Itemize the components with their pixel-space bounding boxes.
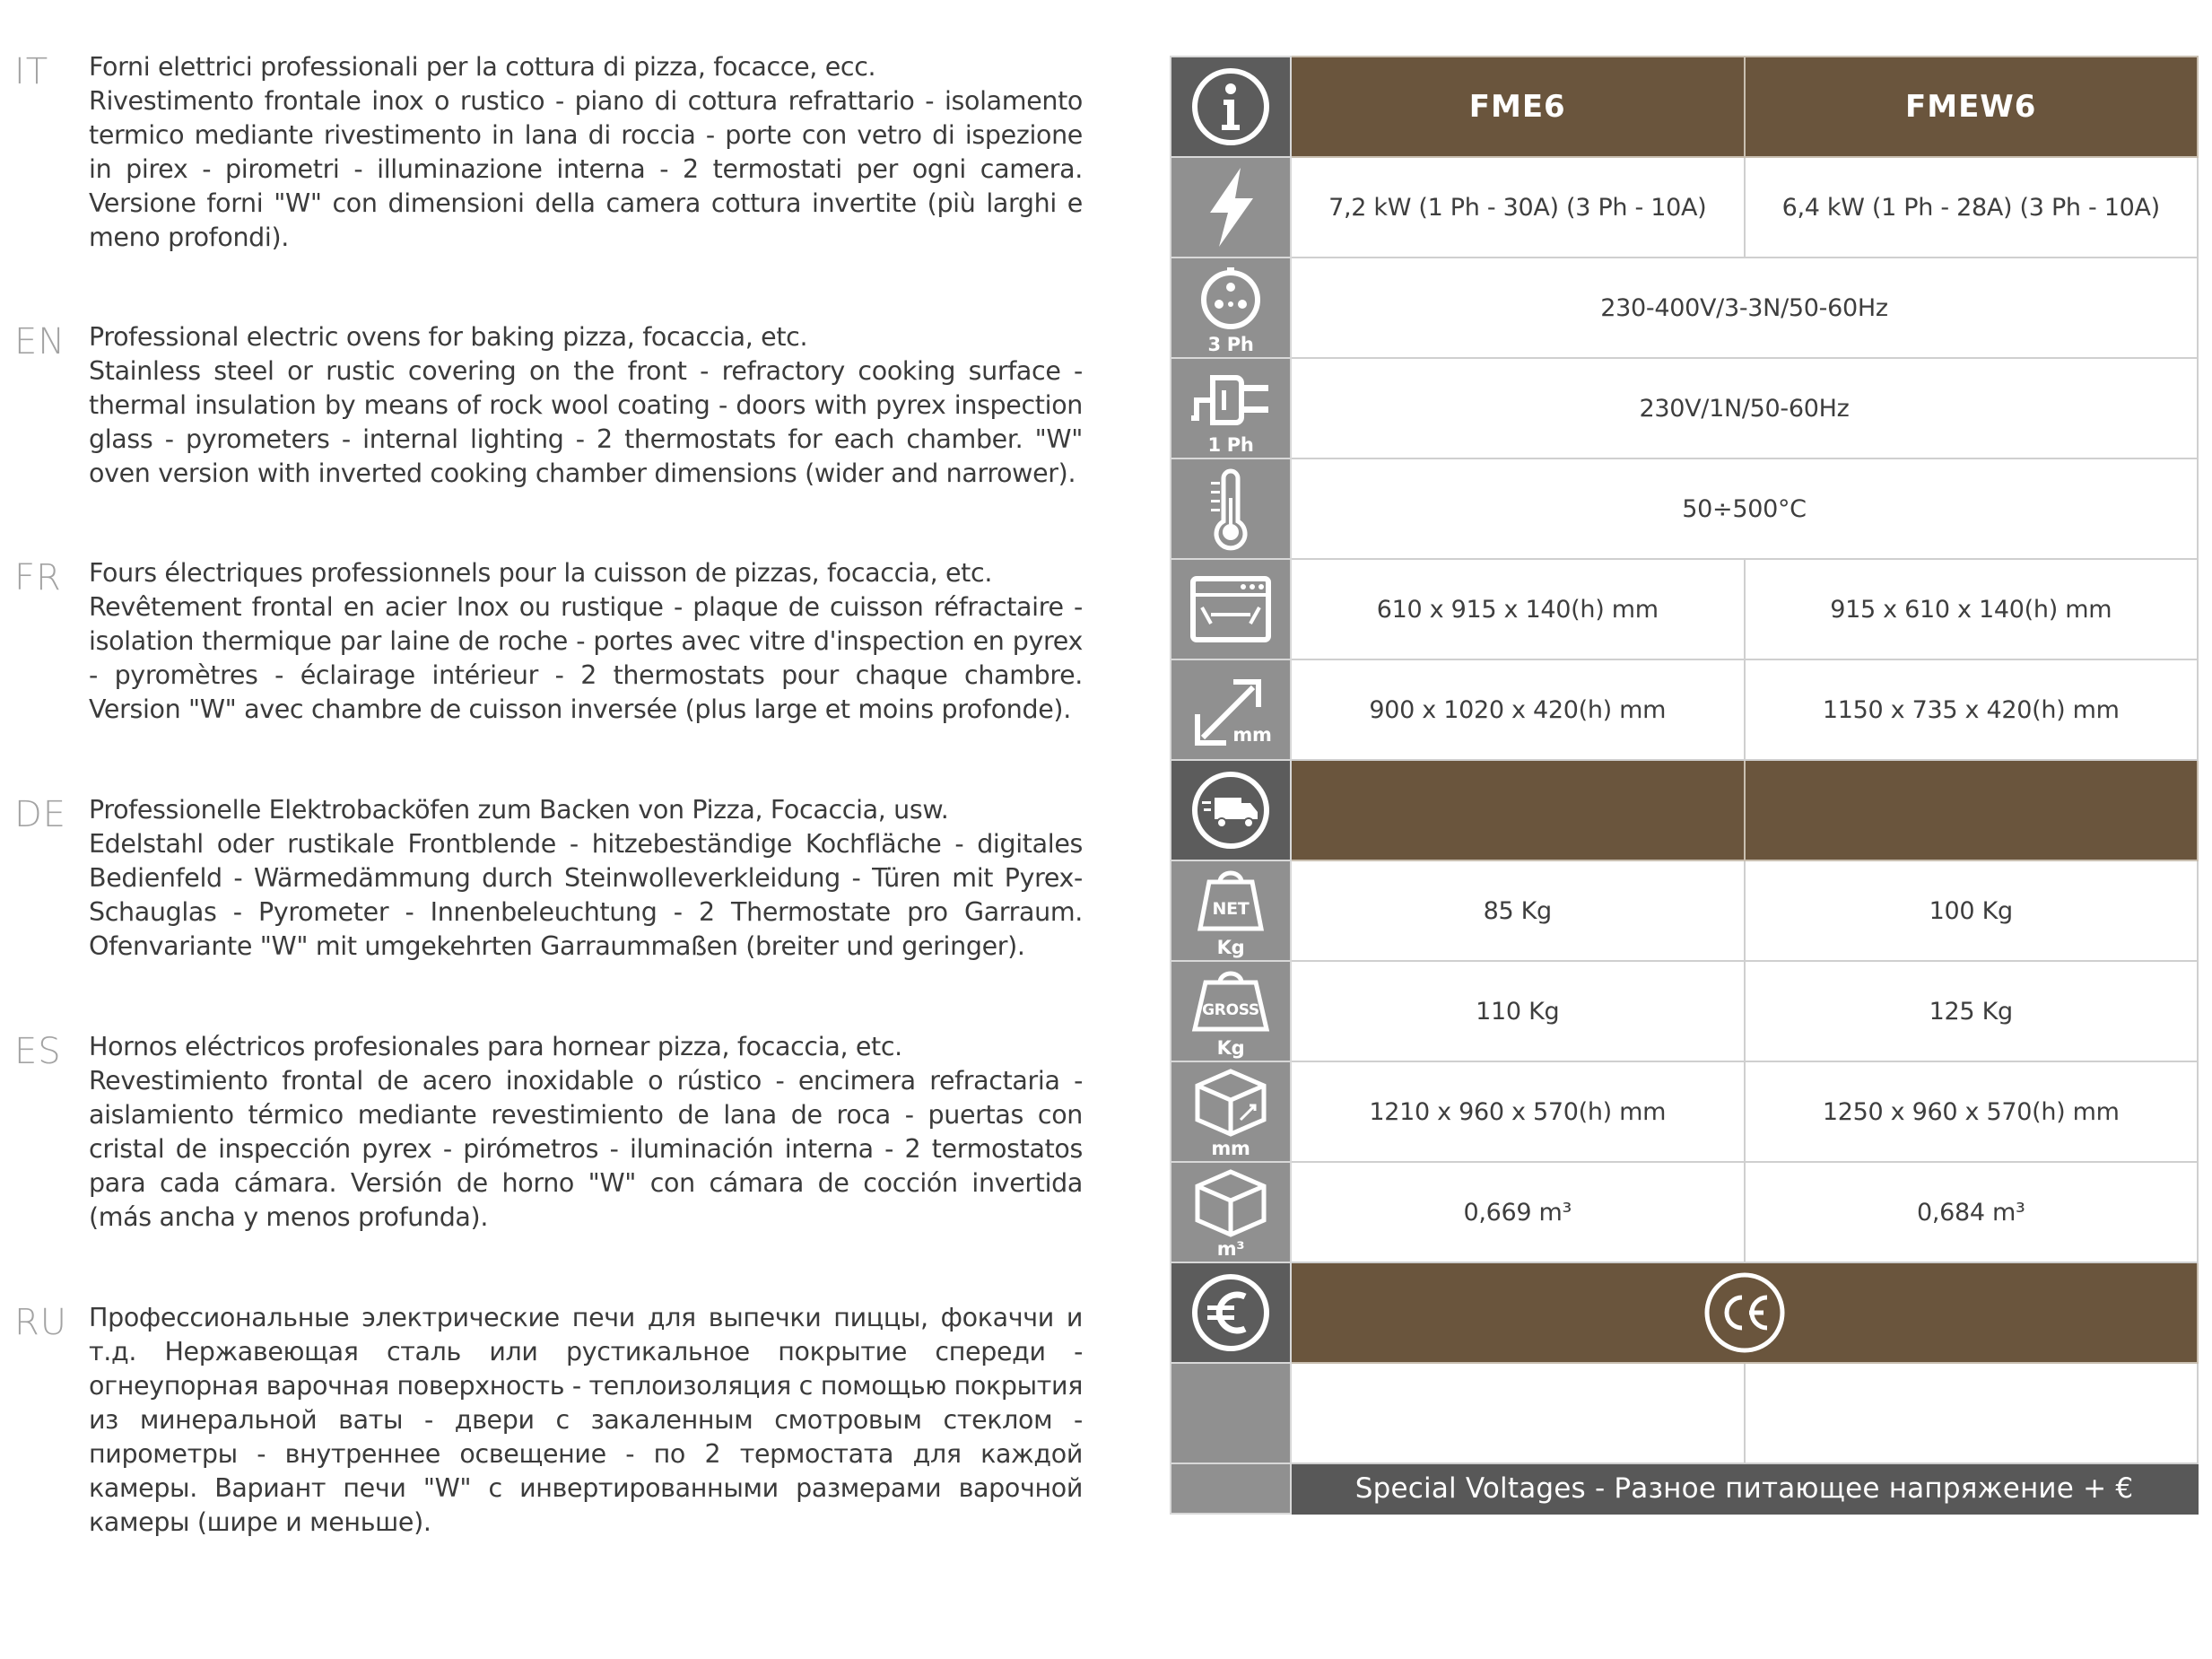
description-text <box>89 793 1083 964</box>
dimensions-icon-cell <box>1171 659 1291 760</box>
temperature-row <box>1171 458 2198 559</box>
description-body: Revestimiento frontal de acero inoxidable o rústico - encimera refractaria - aislamiento térmico mediante revestimiento de lana de roca - puertas con cristal de inspección pyrex - pirómetros - iluminación interna - 2 termostatos para cada cámara. Versión de horno "W" con cámara de cocción invertida (más ancha y menos profunda). <box>89 1066 1083 1232</box>
plug-icon <box>1186 369 1276 432</box>
description-body: Edelstahl oder rustikale Frontblende - hitzebeständige Kochfläche - digitales Bedienfeld - Wärmedämmung durch Steinwolleverkleidung - Türen mit Pyrex-Schauglas - Pyrometer - Innenbeleuchtung - 2 Thermostate pro Garraum. Ofenvariante "W" mit umgekehrten Garraummaßen (breiter und geringer). <box>89 829 1083 961</box>
gross-weight-value: 110 Kg <box>1291 961 1745 1061</box>
spec-table <box>1170 56 2199 1515</box>
kg-label: Kg <box>1216 1037 1245 1059</box>
volume-value: 0,669 m³ <box>1291 1162 1745 1262</box>
power-value: 7,2 kW (1 Ph - 30A) (3 Ph - 10A) <box>1291 157 1745 258</box>
voltage-3ph-label: 3 Ph <box>1207 334 1254 355</box>
net-weight-value: 85 Kg <box>1291 860 1745 961</box>
three-phase-plug-icon <box>1195 264 1267 336</box>
net-weight-value: 100 Kg <box>1745 860 2199 961</box>
special-voltages-row <box>1171 1463 2198 1514</box>
chamber-icon-cell <box>1171 559 1291 659</box>
net-weight-icon-cell <box>1171 860 1291 961</box>
gross-weight-row <box>1171 961 2198 1061</box>
oven-chamber-icon <box>1188 572 1274 647</box>
dimensions-row <box>1171 659 2198 760</box>
shipping-header-blank <box>1745 760 2199 860</box>
delivery-truck-icon <box>1189 769 1272 851</box>
lang-code: FR <box>14 557 62 598</box>
volume-label: m³ <box>1216 1238 1245 1260</box>
euro-icon <box>1189 1271 1272 1354</box>
power-row <box>1171 157 2198 258</box>
voltage-1ph-label: 1 Ph <box>1207 434 1254 456</box>
voltage-1ph-icon-cell <box>1171 358 1291 458</box>
dimensions-value: 1150 x 735 x 420(h) mm <box>1745 659 2199 760</box>
gross-weight-icon <box>1188 970 1274 1033</box>
model-name: FME6 <box>1291 57 1745 157</box>
dimensions-value: 900 x 1020 x 420(h) mm <box>1291 659 1745 760</box>
lightning-icon <box>1199 164 1262 250</box>
temperature-icon-cell <box>1171 458 1291 559</box>
lang-code: ES <box>14 1031 62 1072</box>
net-label: NET <box>1212 899 1250 919</box>
price-header-row <box>1171 1262 2198 1363</box>
header-row <box>1171 57 2198 157</box>
gross-weight-icon-cell <box>1171 961 1291 1061</box>
description-title: Professionelle Elektrobacköfen zum Backen von Pizza, Focaccia, usw. <box>89 795 949 825</box>
description-body: Stainless steel or rustic covering on the front - refractory cooking surface - thermal insulation by means of rock wool coating - doors with pyrex inspection glass - pyrometers - internal lighting - 2 thermostats for each chamber. "W" oven version with inverted cooking chamber dimensions (wider and narrower). <box>89 356 1083 488</box>
price-value <box>1745 1363 2199 1463</box>
special-voltages-note: Special Voltages - Разное питающее напряжение + € <box>1291 1463 2198 1514</box>
lang-code: EN <box>14 321 66 362</box>
shipping-header-blank <box>1291 760 1745 860</box>
packaging-value: 1250 x 960 x 570(h) mm <box>1745 1061 2199 1162</box>
ce-mark-cell <box>1291 1262 2198 1363</box>
voltage-3ph-value: 230-400V/3-3N/50-60Hz <box>1291 258 2198 358</box>
description-text <box>89 50 1083 255</box>
description-text <box>89 320 1083 491</box>
info-icon <box>1189 65 1272 148</box>
gross-label: GROSS <box>1202 1001 1259 1019</box>
shipping-header-row <box>1171 760 2198 860</box>
kg-label: Kg <box>1216 937 1245 958</box>
description-title: Professional electric ovens for baking pizza, focaccia, etc. <box>89 322 808 352</box>
net-weight-row <box>1171 860 2198 961</box>
euro-icon-cell <box>1171 1262 1291 1363</box>
chamber-row <box>1171 559 2198 659</box>
packaging-value: 1210 x 960 x 570(h) mm <box>1291 1061 1745 1162</box>
packaging-row <box>1171 1061 2198 1162</box>
model-name: FMEW6 <box>1745 57 2199 157</box>
chamber-value: 610 x 915 x 140(h) mm <box>1291 559 1745 659</box>
footer-icon-cell <box>1171 1463 1291 1514</box>
voltage-3ph-icon-cell <box>1171 258 1291 358</box>
shipping-icon-cell <box>1171 760 1291 860</box>
box-dimensions-icon <box>1190 1066 1271 1138</box>
voltage-1ph-row <box>1171 358 2198 458</box>
description-body: Rivestimento frontale inox o rustico - piano di cottura refrattario - isolamento termico mediante rivestimento in lana di roccia - porte con vetro di ispezione in pirex - pirometri - illuminazione interna - 2 termostati per ogni camera. Versione forni "W" con dimensioni della camera cottura invertite (più larghi e meno profondi). <box>89 86 1083 252</box>
description-text <box>89 556 1083 727</box>
chamber-value: 915 x 610 x 140(h) mm <box>1745 559 2199 659</box>
price-value <box>1291 1363 1745 1463</box>
description-title: Hornos eléctricos profesionales para hornear pizza, focaccia, etc. <box>89 1032 902 1061</box>
description-title: Fours électriques professionnels pour la cuisson de pizzas, focaccia, etc. <box>89 558 993 588</box>
power-value: 6,4 kW (1 Ph - 28A) (3 Ph - 10A) <box>1745 157 2199 258</box>
volume-icon-cell <box>1171 1162 1291 1262</box>
net-weight-icon <box>1195 869 1267 932</box>
lang-code: RU <box>14 1302 68 1343</box>
voltage-1ph-value: 230V/1N/50-60Hz <box>1291 358 2198 458</box>
lang-code: DE <box>14 794 67 835</box>
description-body: Revêtement frontal en acier Inox ou rustique - plaque de cuisson réfractaire - isolation thermique par laine de roche - portes avec vitre d'inspection en pyrex - pyromètres - éclairage intérieur - 2 thermostats pour chaque chambre. Version "W" avec chambre de cuisson inversée (plus large et moins profonde). <box>89 592 1083 724</box>
packaging-label: mm <box>1211 1138 1250 1159</box>
volume-row <box>1171 1162 2198 1262</box>
description-body: Профессиональные электрические печи для выпечки пиццы, фокаччи и т.д. Нержавеющая сталь или рустикальное покрытие спереди - огнеупорная варочная поверхность - теплоизоляция с помощью покрытия из минеральной ваты - двери с закаленным смотровым стеклом - пирометры - внутреннее освещение - по 2 термостата для каждой камеры. Вариант печи "W" с инвертированными размерами варочной камеры (шире и меньше). <box>89 1303 1083 1537</box>
voltage-3ph-row <box>1171 258 2198 358</box>
info-icon-cell <box>1171 57 1291 157</box>
description-text <box>89 1030 1083 1235</box>
dimensions-label: mm <box>1232 724 1272 746</box>
description-title: Forni elettrici professionali per la cottura di pizza, focacce, ecc. <box>89 52 876 82</box>
packaging-icon-cell <box>1171 1061 1291 1162</box>
volume-value: 0,684 m³ <box>1745 1162 2199 1262</box>
thermometer-icon <box>1204 466 1258 552</box>
price-row <box>1171 1363 2198 1463</box>
ce-mark-icon <box>1703 1270 1787 1355</box>
price-icon-cell <box>1171 1363 1291 1463</box>
temperature-value: 50÷500°C <box>1291 458 2198 559</box>
gross-weight-value: 125 Kg <box>1745 961 2199 1061</box>
description-text <box>89 1301 1083 1540</box>
lang-code: IT <box>14 51 49 92</box>
power-icon-cell <box>1171 157 1291 258</box>
box-volume-icon <box>1190 1166 1271 1238</box>
